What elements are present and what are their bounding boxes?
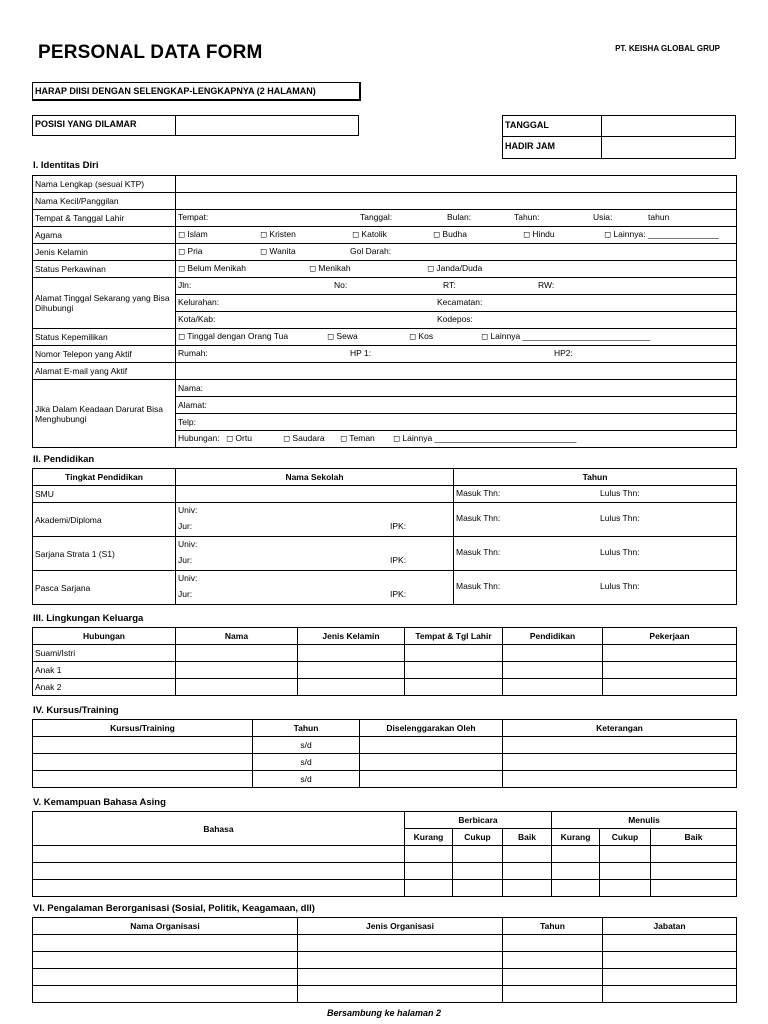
cell[interactable]	[33, 969, 298, 986]
ownership-option[interactable]: ◻ Tinggal dengan Orang Tua	[178, 331, 289, 341]
year-out-label: Lulus Thn:	[600, 581, 640, 591]
cell[interactable]	[503, 754, 737, 771]
family-relation: Anak 2	[33, 679, 176, 696]
org-col: Tahun	[503, 918, 603, 935]
family-relation: Anak 1	[33, 662, 176, 679]
address-row-3[interactable]	[176, 312, 737, 329]
cell[interactable]	[360, 737, 503, 754]
courses-table	[32, 719, 737, 788]
emergency-phone-label: Telp:	[178, 417, 196, 427]
year-range[interactable]: s/d	[253, 754, 360, 771]
level-col: Baik	[503, 829, 552, 846]
phone-hp2-label: HP2:	[554, 348, 573, 358]
courses-col: Diselenggarakan Oleh	[360, 720, 503, 737]
year-range[interactable]: s/d	[253, 771, 360, 788]
marital-label: Status Perkawinan	[33, 261, 176, 278]
emergency-relation-label: Hubungan:	[178, 433, 220, 443]
identity-heading: I. Identitas Diri	[33, 160, 99, 171]
birth-date-label: Tanggal:	[360, 212, 393, 222]
table-row	[33, 969, 737, 986]
cell[interactable]	[360, 754, 503, 771]
religion-option[interactable]: ◻ Hindu	[523, 229, 555, 239]
religion-option[interactable]: ◻ Lainnya: _______________	[604, 229, 719, 239]
cell[interactable]	[176, 662, 298, 679]
school-field[interactable]	[176, 486, 454, 503]
org-col: Jabatan	[603, 918, 737, 935]
street-label: Jln:	[178, 280, 192, 290]
cell[interactable]	[33, 754, 253, 771]
zip-label: Kodepos:	[437, 314, 473, 324]
cell[interactable]	[503, 662, 603, 679]
year-field[interactable]	[454, 486, 737, 503]
cell[interactable]	[603, 645, 737, 662]
cell[interactable]	[503, 935, 603, 952]
marital-option[interactable]: ◻ Menikah	[309, 263, 351, 273]
cell[interactable]	[651, 846, 737, 863]
family-table	[32, 627, 737, 696]
cell[interactable]	[600, 880, 651, 897]
date-label: TANGGAL	[502, 115, 602, 137]
cell[interactable]	[503, 737, 737, 754]
email-label: Alamat E-mail yang Aktif	[33, 363, 176, 380]
no-label: No:	[334, 280, 348, 290]
cell[interactable]	[298, 662, 405, 679]
attendance-field[interactable]	[601, 136, 736, 159]
gpa-label: IPK:	[390, 589, 407, 599]
cell[interactable]	[503, 771, 737, 788]
cell[interactable]	[600, 863, 651, 880]
table-row	[33, 754, 737, 771]
univ-label: Univ:	[178, 505, 198, 515]
org-heading: VI. Pengalaman Berorganisasi (Sosial, Politik, Keagamaan, dll)	[33, 903, 315, 914]
level-s1: Sarjana Strata 1 (S1)	[33, 537, 176, 571]
cell[interactable]	[33, 846, 405, 863]
birth-year-label: Tahun:	[514, 212, 540, 222]
cell[interactable]	[298, 935, 503, 952]
rt-label: RT:	[443, 280, 456, 290]
religion-option[interactable]: ◻ Katolik	[352, 229, 387, 239]
kelurahan-label: Kelurahan:	[178, 297, 220, 307]
table-row	[33, 846, 737, 863]
cell[interactable]	[503, 679, 603, 696]
emergency-relation-row	[176, 431, 737, 448]
family-col: Jenis Kelamin	[298, 628, 405, 645]
birth-label: Tempat & Tanggal Lahir	[33, 210, 176, 227]
level-diploma: Akademi/Diploma	[33, 503, 176, 537]
emergency-label: Jika Dalam Keadaan Darurat Bisa Menghubungi	[33, 380, 176, 448]
ownership-label: Status Kepemilikan	[33, 329, 176, 346]
level-postgrad: Pasca Sarjana	[33, 571, 176, 605]
gender-options	[176, 244, 737, 261]
marital-option[interactable]: ◻ Janda/Duda	[427, 263, 483, 273]
courses-col: Tahun	[253, 720, 360, 737]
cell[interactable]	[33, 771, 253, 788]
religion-options	[176, 227, 737, 244]
cell[interactable]	[405, 662, 503, 679]
cell[interactable]	[603, 662, 737, 679]
courses-col: Keterangan	[503, 720, 737, 737]
school-field[interactable]	[176, 537, 454, 571]
ownership-option[interactable]: ◻ Lainnya ___________________________	[481, 331, 651, 341]
company-name: PT. KEISHA GLOBAL GRUP	[615, 44, 720, 53]
major-label: Jur:	[178, 589, 193, 599]
religion-option[interactable]: ◻ Islam	[178, 229, 208, 239]
year-field[interactable]	[454, 503, 737, 537]
address-label: Alamat Tinggal Sekarang yang Bisa Dihubungi	[33, 278, 176, 329]
religion-option[interactable]: ◻ Kristen	[260, 229, 296, 239]
year-out-label: Lulus Thn:	[600, 488, 640, 498]
level-col: Cukup	[453, 829, 503, 846]
table-row	[33, 986, 737, 1003]
city-label: Kota/Kab:	[178, 314, 216, 324]
cell[interactable]	[603, 935, 737, 952]
email-field[interactable]	[176, 363, 737, 380]
cell[interactable]	[453, 846, 503, 863]
relation-option[interactable]: ◻ Ortu	[226, 433, 252, 443]
year-in-label: Masuk Thn:	[456, 513, 501, 523]
phone-hp1-label: HP 1:	[350, 348, 372, 358]
address-row-2[interactable]	[176, 295, 737, 312]
courses-col: Kursus/Training	[33, 720, 253, 737]
cell[interactable]	[603, 679, 737, 696]
nickname-field[interactable]	[176, 193, 737, 210]
cell[interactable]	[651, 880, 737, 897]
cell[interactable]	[33, 737, 253, 754]
cell[interactable]	[651, 863, 737, 880]
year-range[interactable]: s/d	[253, 737, 360, 754]
table-row	[33, 645, 737, 662]
family-relation: Suami/Istri	[33, 645, 176, 662]
emergency-name-field[interactable]	[176, 380, 737, 397]
table-row	[33, 935, 737, 952]
instruction-box: HARAP DIISI DENGAN SELENGKAP-LENGKAPNYA (2 HALAMAN)	[32, 82, 361, 101]
year-in-label: Masuk Thn:	[456, 488, 501, 498]
table-row	[33, 679, 737, 696]
cell[interactable]	[603, 952, 737, 969]
table-row	[33, 737, 737, 754]
cell[interactable]	[298, 952, 503, 969]
table-row	[33, 863, 737, 880]
table-row	[33, 952, 737, 969]
birth-field[interactable]	[176, 210, 737, 227]
level-col: Kurang	[405, 829, 453, 846]
org-table	[32, 917, 737, 1003]
phone-label: Nomor Telepon yang Aktif	[33, 346, 176, 363]
level-smu: SMU	[33, 486, 176, 503]
cell[interactable]	[360, 771, 503, 788]
birth-month-label: Bulan:	[447, 212, 472, 222]
cell[interactable]	[552, 846, 600, 863]
date-field[interactable]	[601, 115, 736, 137]
language-heading: V. Kemampuan Bahasa Asing	[33, 797, 166, 808]
cell[interactable]	[405, 679, 503, 696]
emergency-address-label: Alamat:	[178, 400, 207, 410]
cell[interactable]	[405, 863, 453, 880]
family-col: Tempat & Tgl Lahir	[405, 628, 503, 645]
gpa-label: IPK:	[390, 521, 407, 531]
phone-home-label: Rumah:	[178, 348, 208, 358]
univ-label: Univ:	[178, 539, 198, 549]
ownership-option[interactable]: ◻ Kos	[409, 331, 434, 341]
position-field[interactable]	[175, 115, 359, 136]
relation-option[interactable]: ◻ Saudara	[283, 433, 325, 443]
address-row-1[interactable]	[176, 278, 737, 295]
cell[interactable]	[176, 679, 298, 696]
year-in-label: Masuk Thn:	[456, 581, 501, 591]
language-table	[32, 811, 737, 897]
year-out-label: Lulus Thn:	[600, 547, 640, 557]
school-field[interactable]	[176, 503, 454, 537]
cell[interactable]	[298, 645, 405, 662]
year-in-label: Masuk Thn:	[456, 547, 501, 557]
attendance-label: HADIR JAM	[502, 136, 602, 159]
cell[interactable]	[552, 880, 600, 897]
ownership-options	[176, 329, 737, 346]
cell[interactable]	[552, 863, 600, 880]
cell[interactable]	[603, 969, 737, 986]
courses-heading: IV. Kursus/Training	[33, 705, 119, 716]
gender-label: Jenis Kelamin	[33, 244, 176, 261]
blood-type-label: Gol Darah:	[350, 246, 392, 256]
year-field[interactable]	[454, 537, 737, 571]
col-year: Tahun	[454, 469, 737, 486]
table-row	[33, 880, 737, 897]
birth-place-label: Tempat:	[178, 212, 209, 222]
cell[interactable]	[405, 645, 503, 662]
cell[interactable]	[33, 952, 298, 969]
cell[interactable]	[298, 679, 405, 696]
cell[interactable]	[33, 863, 405, 880]
cell[interactable]	[600, 846, 651, 863]
religion-option[interactable]: ◻ Budha	[433, 229, 467, 239]
position-label: POSISI YANG DILAMAR	[32, 115, 176, 136]
col-speak: Berbicara	[405, 812, 552, 829]
emergency-name-label: Nama:	[178, 383, 204, 393]
family-heading: III. Lingkungan Keluarga	[33, 613, 144, 624]
page-title: PERSONAL DATA FORM	[38, 42, 263, 63]
cell[interactable]	[33, 986, 298, 1003]
phone-field[interactable]	[176, 346, 737, 363]
school-field[interactable]	[176, 571, 454, 605]
cell[interactable]	[503, 880, 552, 897]
fullname-field[interactable]	[176, 176, 737, 193]
emergency-phone-field[interactable]	[176, 414, 737, 431]
cell[interactable]	[503, 952, 603, 969]
nickname-label: Nama Kecil/Panggilan	[33, 193, 176, 210]
table-row	[33, 662, 737, 679]
relation-option[interactable]: ◻ Lainnya ______________________________	[393, 433, 577, 443]
kecamatan-label: Kecamatan:	[437, 297, 483, 307]
col-write: Menulis	[552, 812, 737, 829]
cell[interactable]	[453, 880, 503, 897]
gender-option[interactable]: ◻ Wanita	[260, 246, 296, 256]
continuation-note: Bersambung ke halaman 2	[326, 1008, 442, 1018]
org-col: Nama Organisasi	[33, 918, 298, 935]
cell[interactable]	[453, 863, 503, 880]
family-col: Pekerjaan	[603, 628, 737, 645]
level-col: Cukup	[600, 829, 651, 846]
cell[interactable]	[503, 863, 552, 880]
marital-options	[176, 261, 737, 278]
cell[interactable]	[33, 880, 405, 897]
age-unit-label: tahun	[648, 212, 670, 222]
level-col: Baik	[651, 829, 737, 846]
table-row	[33, 771, 737, 788]
cell[interactable]	[503, 986, 603, 1003]
gpa-label: IPK:	[390, 555, 407, 565]
cell[interactable]	[298, 986, 503, 1003]
gender-option[interactable]: ◻ Pria	[178, 246, 203, 256]
major-label: Jur:	[178, 521, 193, 531]
cell[interactable]	[405, 880, 453, 897]
cell[interactable]	[33, 935, 298, 952]
col-school: Nama Sekolah	[176, 469, 454, 486]
cell[interactable]	[503, 846, 552, 863]
family-col: Hubungan	[33, 628, 176, 645]
year-field[interactable]	[454, 571, 737, 605]
year-out-label: Lulus Thn:	[600, 513, 640, 523]
rw-label: RW:	[538, 280, 555, 290]
org-col: Jenis Organisasi	[298, 918, 503, 935]
religion-label: Agama	[33, 227, 176, 244]
major-label: Jur:	[178, 555, 193, 565]
cell[interactable]	[503, 645, 603, 662]
identity-table	[32, 175, 737, 448]
fullname-label: Nama Lengkap (sesuai KTP)	[33, 176, 176, 193]
cell[interactable]	[503, 969, 603, 986]
cell[interactable]	[298, 969, 503, 986]
cell[interactable]	[405, 846, 453, 863]
marital-option[interactable]: ◻ Belum Menikah	[178, 263, 246, 273]
col-level: Tingkat Pendidikan	[33, 469, 176, 486]
cell[interactable]	[176, 645, 298, 662]
education-table	[32, 468, 737, 605]
family-col: Pendidikan	[503, 628, 603, 645]
level-col: Kurang	[552, 829, 600, 846]
univ-label: Univ:	[178, 573, 198, 583]
ownership-option[interactable]: ◻ Sewa	[327, 331, 358, 341]
emergency-address-field[interactable]	[176, 397, 737, 414]
age-label: Usia:	[593, 212, 613, 222]
col-language: Bahasa	[33, 812, 405, 846]
relation-option[interactable]: ◻ Teman	[340, 433, 375, 443]
cell[interactable]	[603, 986, 737, 1003]
family-col: Nama	[176, 628, 298, 645]
education-heading: II. Pendidikan	[33, 454, 95, 465]
